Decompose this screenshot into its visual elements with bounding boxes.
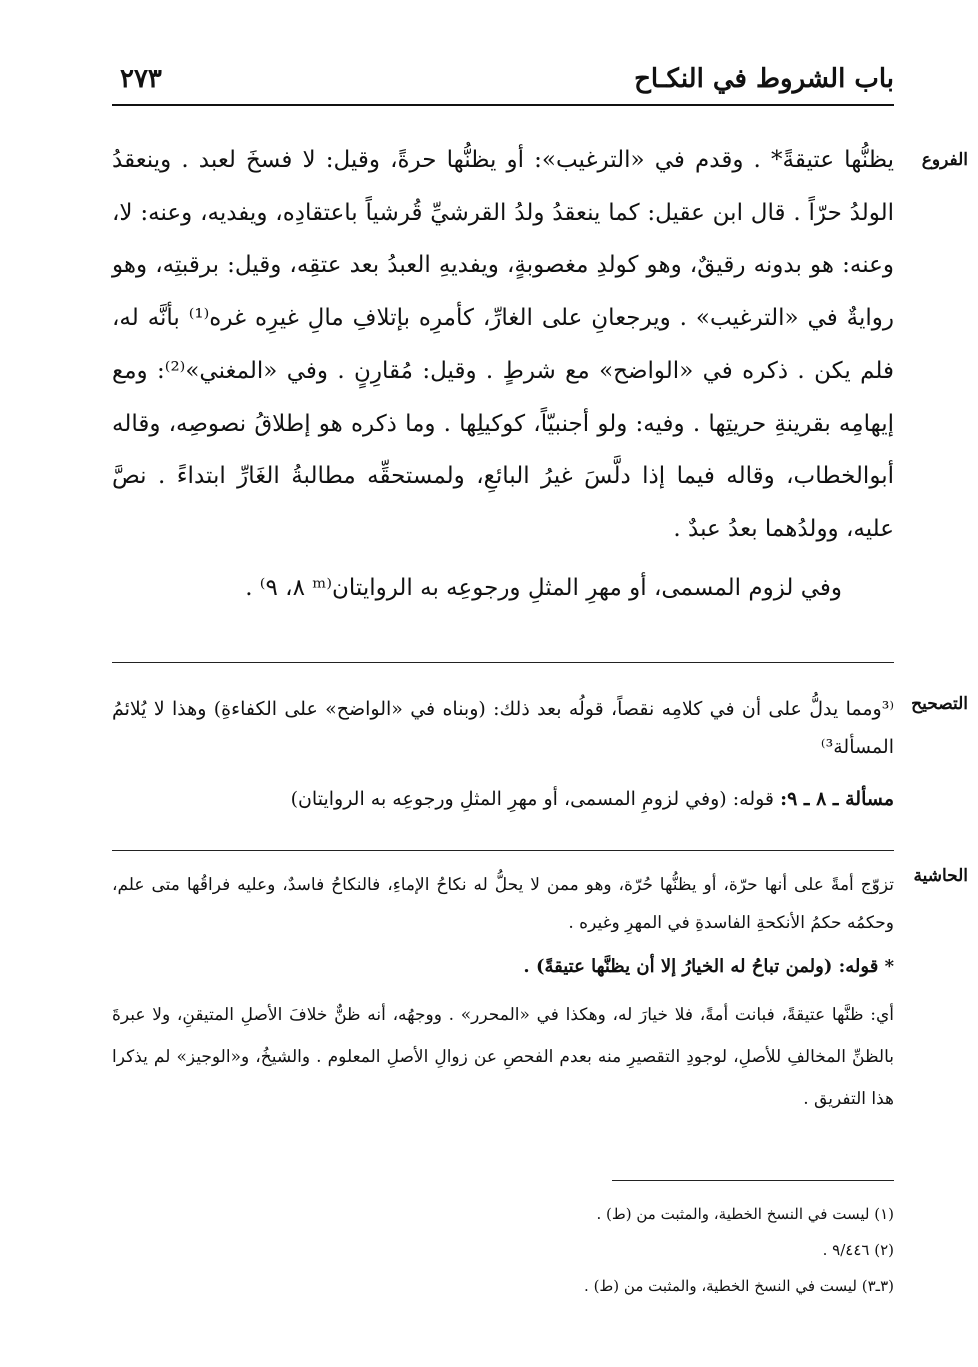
masala-text: قوله: (وفي لزومِ المسمى، أو مهرِ المثلِ ورجوعِه به الروايتان): [290, 788, 775, 810]
masala-line: [112, 780, 894, 818]
section-divider-tashih: [112, 662, 894, 663]
footnote-2: (٢) ٩/٤٤٦ .: [822, 1241, 894, 1259]
footnote-divider: [612, 1180, 894, 1181]
main-text-section: [112, 134, 894, 614]
tashih-section: [112, 690, 894, 818]
tashih-section-label: التصحيح: [911, 694, 968, 714]
page-number: ٢٧٣: [120, 64, 162, 94]
main-paragraph: يظنُّها عتيقةً* . وقدم في «الترغيب»: أو يظنُّها حرةً، وقيل: لا فسخَ لعبد . وينعقدُ الولدُ حرّاً . قال ابن عقيل: كما ينعقدُ ولدُ القرشيِّ قُرشياً باعتقادِه، ويفديه، وعنه: لا، وعنه: هو بدونه رقيقٌ، وهو كولدِ مغصوبةٍ، ويفديهِ العبدُ بعد عتقِه، وقيل: برقبتِه، وهو روايةٌ في «الترغيب» . ويرجعانِ على الغارِّ، كأمرِه بإتلافِ مالِ غيرِه غره⁽¹⁾ بأنَّه له، فلم يكن . ذكره في «الواضح» مع شرطٍ . وقيل: مُقارِنٍ . وفي «المغني»⁽²⁾: ومع إيهامِه بقرينةِ حريتِها . وفيه: ولو أجنبيّاً، كوكيلِها . وما ذكره هو إطلاقُ نصوصِه، وقاله أبوالخطاب، وقاله فيما إذا دلَّسَ غيرُ البائعِ، ولمستحقِّه مطالبةُ الغَارِّ ابتداءً . نصَّ عليه، وولدُهما بعدُ عبدٌ .: [112, 147, 894, 542]
hashiya-section: [112, 866, 894, 1120]
main-last-line: وفي لزوم المسمى، أو مهرِ المثلِ ورجوعِه به الروايتان⁽ᵐ ٨، ٩⁾ .: [245, 574, 842, 601]
footnotes: [112, 1196, 894, 1304]
tashih-note: ⁽³ومما يدلُّ على أن في كلامِه نقصاً، قولُه بعد ذلك: (وبناه في «الواضح» على الكفاءةِ) وهذا لا يُلائمُ المسألة³⁾: [112, 698, 894, 758]
header-divider: [112, 104, 894, 106]
hashiya-section-label: الحاشية: [913, 866, 968, 886]
hashiya-paragraph: تزوّج أمةً على أنها حرّة، أو يظنُّها حُرّة، وهو ممن لا يحلُّ له نكاحُ الإماءِ، فالنكاحُ فاسدٌ، وعليه فراقُها متى علم، وحكمُه حكمُ الأنكحةِ الفاسدةِ في المهرِ وغيره .: [112, 875, 894, 933]
masala-label: مسألة ـ ٨ ـ ٩:: [780, 788, 894, 810]
footnote-1: (١) ليست في النسخ الخطية، والمثبت من (ط) .: [596, 1205, 894, 1223]
footnote-3: (٣ـ٣) ليست في النسخ الخطية، والمثبت من (ط) .: [584, 1277, 894, 1295]
furu-section-label: الفروع: [921, 150, 968, 170]
page-header: [112, 60, 894, 104]
hashiya-explanation: أي: ظنَّها عتيقةً، فبانت أمةً، فلا خيارَ له، وهكذا في «المحرر» . ووجهُه، أنه ظنٌّ خلافَ الأصلِ المتيقنِ، ولا عبرةَ بالظنِّ المخالفِ للأصلِ، لوجودِ التقصيرِ منه بعدم الفحصِ عن زوالِ الأصلِ المعلوم . والشيخُ، و«الوجيز» لم يذكرا هذا التفريق .: [112, 1005, 894, 1109]
chapter-title: باب الشروط في النكـاح: [634, 64, 894, 94]
section-divider-hashiya: [112, 850, 894, 851]
hashiya-qawl: * قوله: (ولمن تباحُ له الخيارُ إلا أن يظنَّها عتيقةً) .: [523, 956, 894, 977]
